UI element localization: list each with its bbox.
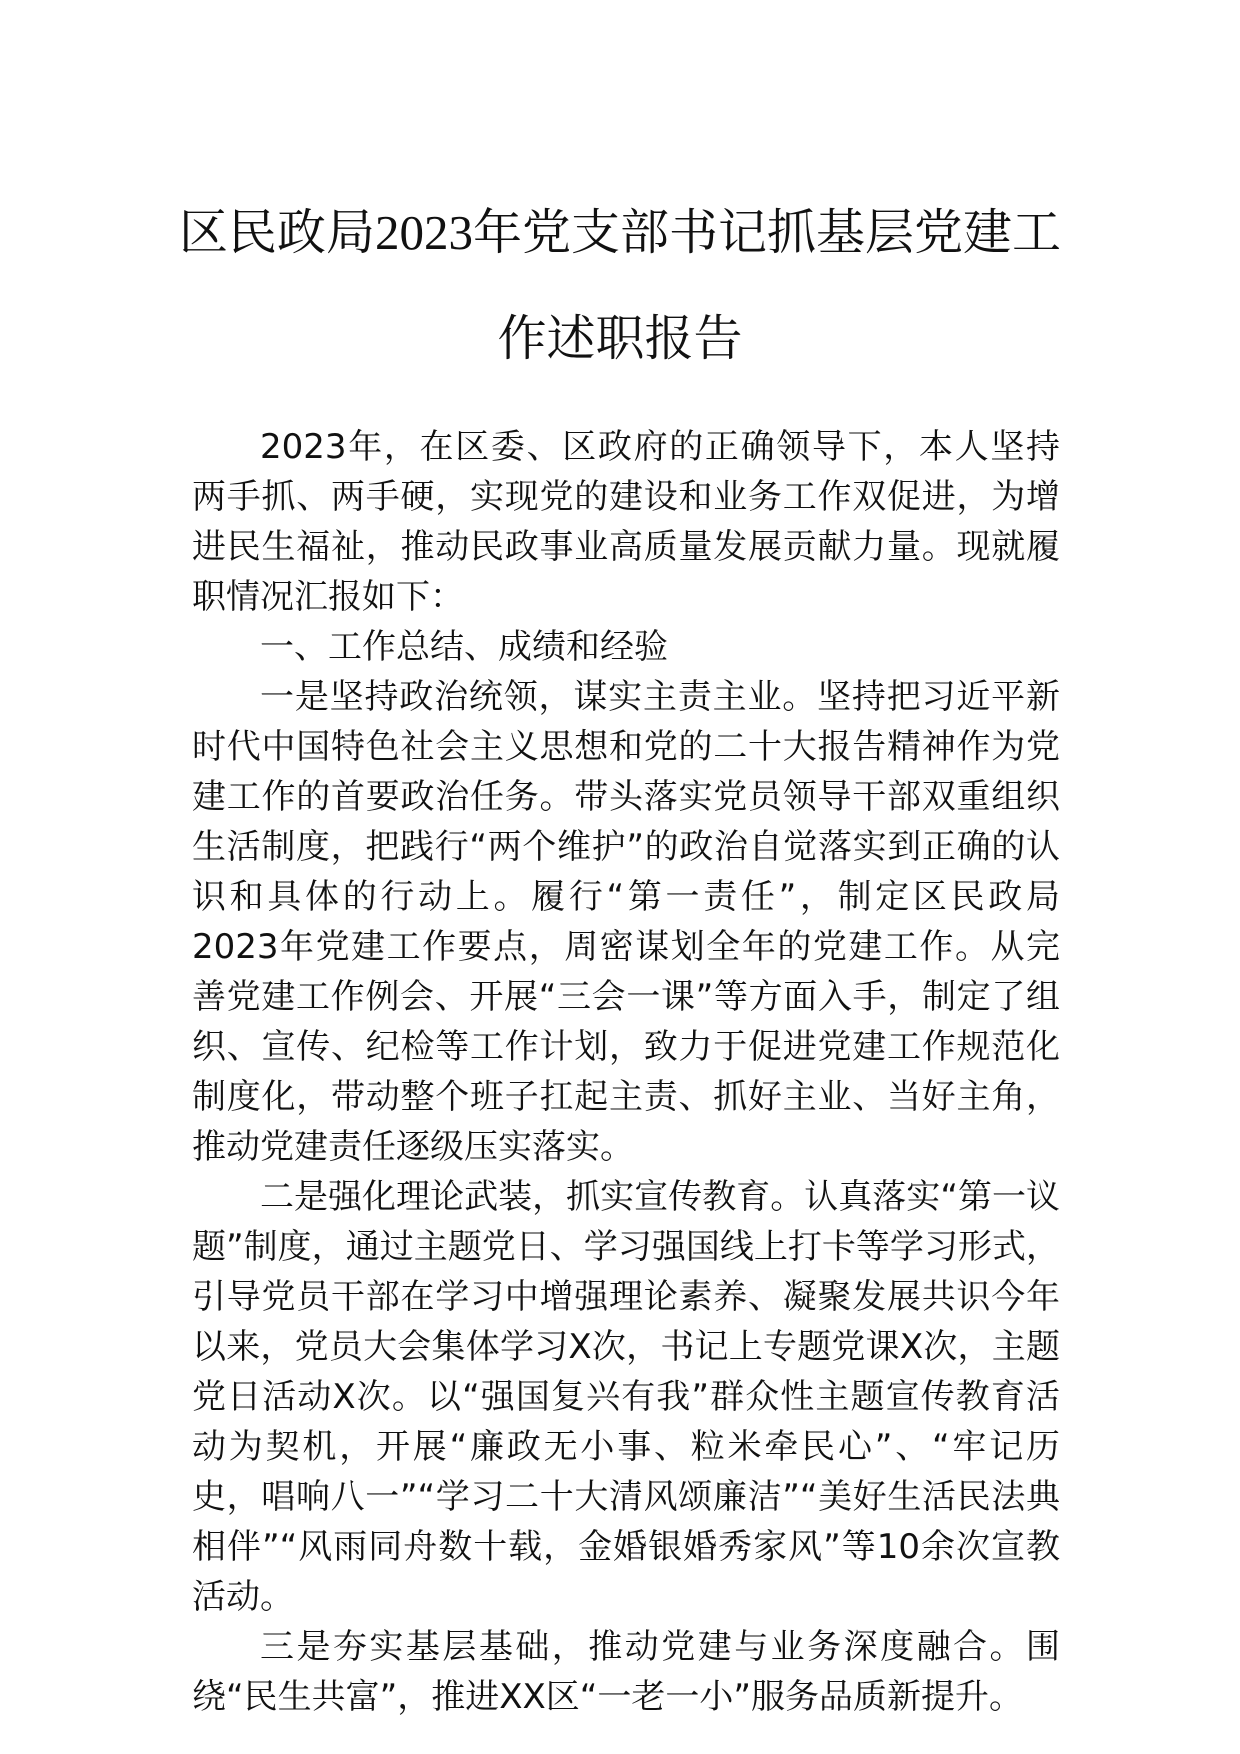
title-line-1: 区民政局2023年党支部书记抓基层党建工 bbox=[178, 205, 1061, 260]
intro-paragraph: 2023年，在区委、区政府的正确领导下，本人坚持两手抓、两手硬，实现党的建设和业务工作双促进，为增进民生福祉，推动民政事业高质量发展贡献力量。现就履职情况汇报如下： bbox=[192, 427, 1060, 617]
document-body bbox=[192, 422, 1060, 1722]
document-title bbox=[150, 180, 1090, 392]
paragraph-2: 二是强化理论武装，抓实宣传教育。认真落实“第一议题”制度，通过主题党日、学习强国线上打卡等学习形式，引导党员干部在学习中增强理论素养、凝聚发展共识今年以来，党员大会集体学习X次，书记上专题党课X次，主题党日活动X次。以“强国复兴有我”群众性主题宣传教育活动为契机，开展“廉政无小事、粒米牵民心”、“牢记历史，唱响八一”“学习二十大清风颂廉洁”“美好生活民法典相伴”“风雨同舟数十载，金婚银婚秀家风”等10余次宣教活动。 bbox=[192, 1177, 1060, 1617]
paragraph-3: 三是夯实基层基础，推动党建与业务深度融合。围绕“民生共富”，推进XX区“一老一小”服务品质新提升。 bbox=[192, 1627, 1060, 1717]
title-line-2: 作述职报告 bbox=[497, 311, 743, 366]
paragraph-1: 一是坚持政治统领，谋实主责主业。坚持把习近平新时代中国特色社会主义思想和党的二十大报告精神作为党建工作的首要政治任务。带头落实党员领导干部双重组织生活制度，把践行“两个维护”的政治自觉落实到正确的认识和具体的行动上。履行“第一责任”，制定区民政局2023年党建工作要点，周密谋划全年的党建工作。从完善党建工作例会、开展“三会一课”等方面入手，制定了组织、宣传、纪检等工作计划，致力于促进党建工作规范化制度化，带动整个班子扛起主责、抓好主业、当好主角，推动党建责任逐级压实落实。 bbox=[192, 677, 1060, 1167]
section-heading: 一、工作总结、成绩和经验 bbox=[260, 627, 668, 667]
